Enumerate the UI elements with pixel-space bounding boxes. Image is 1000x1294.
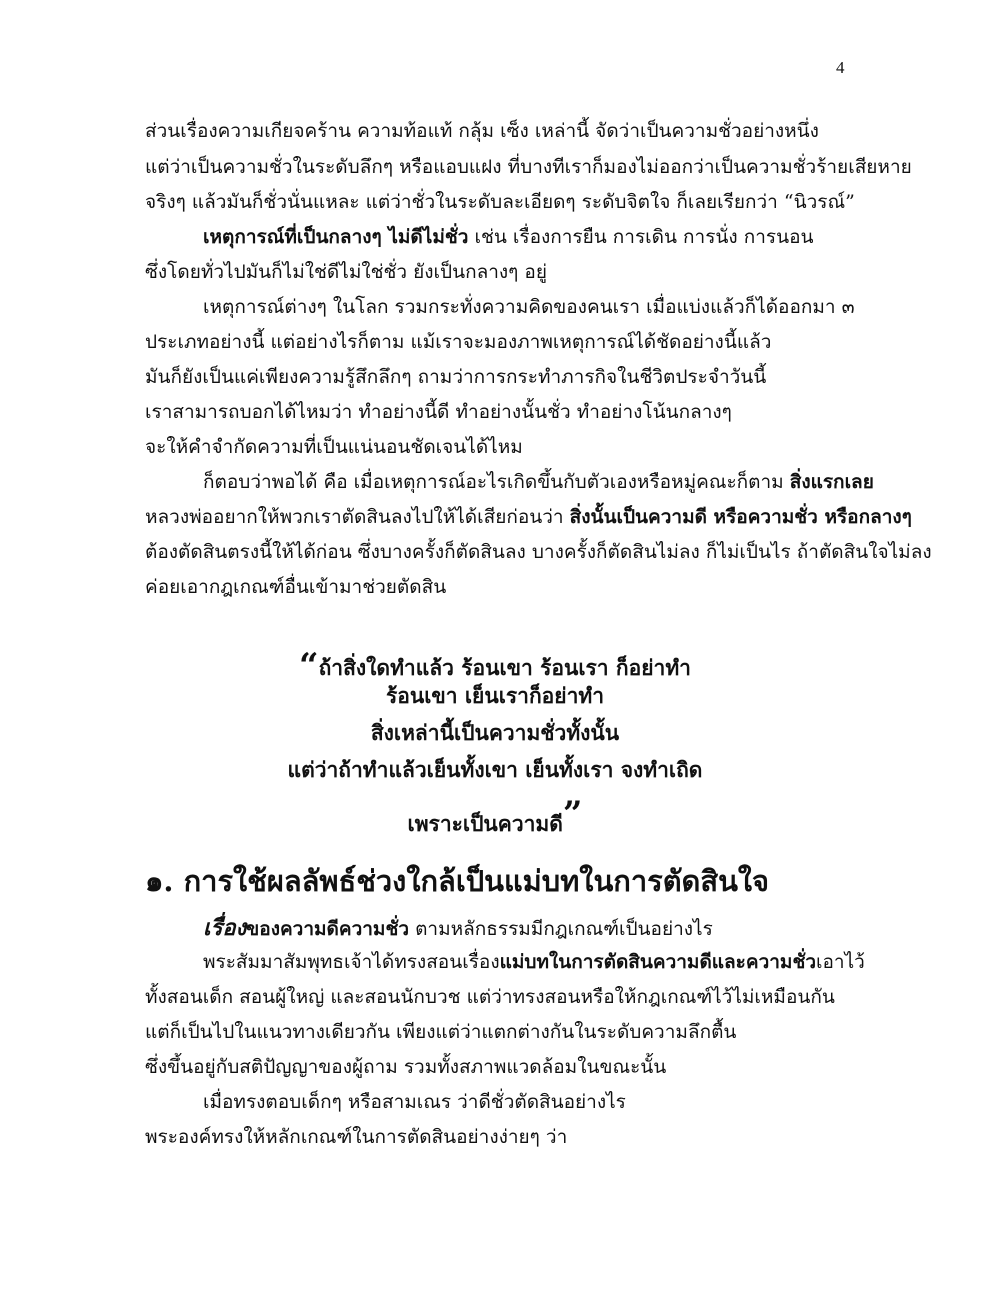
paragraph-4-line-2 <box>145 506 912 529</box>
paragraph-4-text-1: ก็ตอบว่าพอได้ คือ เมื่อเหตุการณ์อะไรเกิดขึ้นกับตัวเองหรือหมู่คณะก็ตาม <box>203 471 790 493</box>
paragraph-4-line-1 <box>203 471 874 494</box>
paragraph-2-line-1 <box>203 226 813 249</box>
paragraph-6-text-b: เอาไว้ <box>816 951 865 973</box>
open-quote-mark: “ <box>299 646 319 686</box>
paragraph-4-line-3: ต้องตัดสินตรงนี้ให้ได้ก่อน ซึ่งบางครั้งก็ตัดสินลง บางครั้งก็ตัดสินไม่ลง ก็ไม่เป็นไร ถ้าตัดสินใจไม่ลง <box>145 541 932 563</box>
section-heading: ๑. การใช้ผลลัพธ์ช่วงใกล้เป็นแม่บทในการตัดสินใจ <box>145 864 770 898</box>
paragraph-4-line-4: ค่อยเอากฎเกณฑ์อื่นเข้ามาช่วยตัดสิน <box>145 576 447 598</box>
good-or-evil-bold: สิ่งนั้นเป็นความดี หรือความชั่ว หรือกลางๆ <box>569 506 912 528</box>
close-quote-mark: ” <box>562 794 583 834</box>
good-evil-bold: ของความดีความชั่ว <box>246 918 410 940</box>
quote-line-5 <box>145 794 845 836</box>
paragraph-2-line-2: ซึ่งโดยทั่วไปมันก็ไม่ใช่ดีไม่ใช่ชั่ว ยังเป็นกลางๆ อยู่ <box>145 261 547 283</box>
page-number: 4 <box>836 58 845 77</box>
paragraph-5-text: ตามหลักธรรมมีกฎเกณฑ์เป็นอย่างไร <box>409 918 713 940</box>
quote-line-2: ร้อนเขา เย็นเราก็อย่าทำ <box>385 683 605 708</box>
paragraph-4-text-2: หลวงพ่ออยากให้พวกเราตัดสินลงไปให้ได้เสียก่อนว่า <box>145 506 570 528</box>
paragraph-6-line-3: แต่ก็เป็นไปในแนวทางเดียวกัน เพียงแต่ว่าแตกต่างกันในระดับความลึกตื้น <box>145 1021 737 1043</box>
paragraph-6-line-2: ทั้งสอนเด็ก สอนผู้ใหญ่ และสอนนักบวช แต่ว่าทรงสอนหรือให้กฎเกณฑ์ไว้ไม่เหมือนกัน <box>145 986 835 1008</box>
quote-line-3: สิ่งเหล่านี้เป็นความชั่วทั้งนั้น <box>370 720 620 745</box>
paragraph-5-line-1 <box>203 915 713 941</box>
neutral-events-bold: เหตุการณ์ที่เป็นกลางๆ ไม่ดีไม่ชั่ว <box>203 226 469 248</box>
quote-text-1: ถ้าสิ่งใดทำแล้ว ร้อนเขา ร้อนเรา ก็อย่าทำ <box>318 655 691 680</box>
paragraph-7-line-2: พระองค์ทรงให้หลักเกณฑ์ในการตัดสินอย่างง่ายๆ ว่า <box>145 1126 568 1148</box>
paragraph-2-text: เช่น เรื่องการยืน การเดิน การนั่ง การนอน <box>468 226 814 248</box>
quote-text-5: เพราะเป็นความดี <box>407 811 563 836</box>
paragraph-6-text-a: พระสัมมาสัมพุทธเจ้าได้ทรงสอนเรื่อง <box>203 951 500 973</box>
paragraph-6-line-1 <box>203 951 865 974</box>
paragraph-3-line-2: ประเภทอย่างนี้ แต่อย่างไรก็ตาม แม้เราจะมองภาพเหตุการณ์ได้ชัดอย่างนี้แล้ว <box>145 331 772 353</box>
story-italic-word: เรื่อง <box>203 915 247 941</box>
paragraph-1-line-3: จริงๆ แล้วมันก็ชั่วนั่นแหละ แต่ว่าชั่วในระดับละเอียดๆ ระดับจิตใจ ก็เลยเรียกว่า “นิวรณ์” <box>145 191 855 213</box>
first-thing-bold: สิ่งแรกเลย <box>789 471 874 493</box>
quote-line-4: แต่ว่าถ้าทำแล้วเย็นทั้งเขา เย็นทั้งเรา จงทำเถิด <box>287 757 703 782</box>
paragraph-1-line-2: แต่ว่าเป็นความชั่วในระดับลึกๆ หรือแอบแฝง ที่บางทีเราก็มองไม่ออกว่าเป็นความชั่วร้ายเสียหาย <box>145 156 912 178</box>
paragraph-3-line-5: จะให้คำจำกัดความที่เป็นแน่นอนชัดเจนได้ไหม <box>145 436 523 458</box>
paragraph-3-line-3: มันก็ยังเป็นแค่เพียงความรู้สึกลึกๆ ถามว่าการกระทำภารกิจในชีวิตประจำวันนี้ <box>145 366 767 388</box>
paragraph-7-line-1: เมื่อทรงตอบเด็กๆ หรือสามเณร ว่าดีชั่วตัดสินอย่างไร <box>203 1091 626 1113</box>
quote-line-1 <box>145 646 845 687</box>
paragraph-1-line-1: ส่วนเรื่องความเกียจคร้าน ความท้อแท้ กลุ้ม เซ็ง เหล่านี้ จัดว่าเป็นความชั่วอย่างหนึ่ง <box>145 120 819 142</box>
principle-bold: แม่บทในการตัดสินความดีและความชั่ว <box>499 951 817 973</box>
paragraph-3-line-4: เราสามารถบอกได้ไหมว่า ทำอย่างนี้ดี ทำอย่างนั้นชั่ว ทำอย่างโน้นกลางๆ <box>145 401 732 423</box>
paragraph-3-line-1: เหตุการณ์ต่างๆ ในโลก รวมกระทั่งความคิดของคนเรา เมื่อแบ่งแล้วก็ได้ออกมา ๓ <box>203 296 855 318</box>
paragraph-6-line-4: ซึ่งขึ้นอยู่กับสติปัญญาของผู้ถาม รวมทั้งสภาพแวดล้อมในขณะนั้น <box>145 1056 667 1078</box>
